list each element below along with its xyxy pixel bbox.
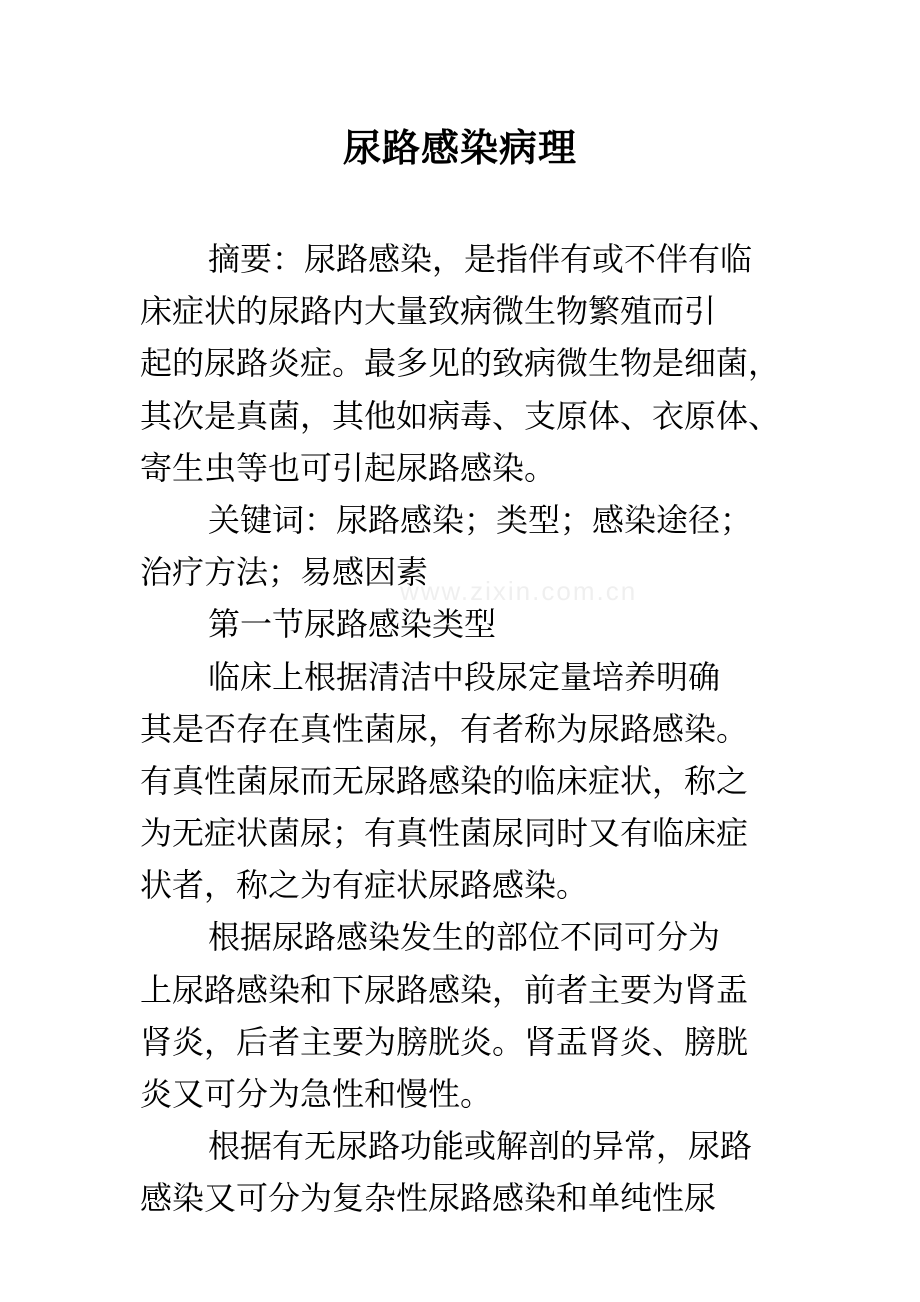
paragraph-line: 肾炎，后者主要为膀胱炎。肾盂肾炎、膀胱: [140, 1022, 749, 1061]
paragraph-line: 根据尿路感染发生的部位不同可分为: [208, 918, 721, 957]
abstract-line: 起的尿路炎症。最多见的致病微生物是细菌，: [140, 344, 781, 383]
section-heading: 第一节尿路感染类型: [208, 605, 497, 644]
keywords-line: 治疗方法；易感因素: [140, 553, 429, 592]
paragraph-line: 上尿路感染和下尿路感染，前者主要为肾盂: [140, 970, 749, 1009]
paragraph-line: 有真性菌尿而无尿路感染的临床症状，称之: [140, 761, 749, 800]
paragraph-line: 状者，称之为有症状尿路感染。: [140, 866, 589, 905]
paragraph-line: 其是否存在真性菌尿，有者称为尿路感染。: [140, 709, 749, 748]
paragraph-line: 为无症状菌尿；有真性菌尿同时又有临床症: [140, 814, 749, 853]
abstract-line: 其次是真菌，其他如病毒、支原体、衣原体、: [140, 396, 781, 435]
document-title: 尿路感染病理: [342, 125, 577, 170]
keywords-line: 关键词：尿路感染；类型；感染途径；: [208, 500, 753, 539]
abstract-line: 床症状的尿路内大量致病微生物繁殖而引: [140, 292, 717, 331]
paragraph-line: 感染又可分为复杂性尿路感染和单纯性尿: [140, 1179, 717, 1218]
paragraph-line: 根据有无尿路功能或解剖的异常，尿路: [208, 1127, 753, 1166]
paragraph-line: 炎又可分为急性和慢性。: [140, 1075, 493, 1113]
abstract-line: 摘要：尿路感染，是指伴有或不伴有临: [208, 240, 753, 278]
document-body: [140, 233, 785, 1225]
abstract-line: 寄生虫等也可引起尿路感染。: [140, 448, 557, 487]
watermark: www.zixin.com.cn: [400, 576, 638, 606]
paragraph-line: 临床上根据清洁中段尿定量培养明确: [208, 657, 721, 696]
